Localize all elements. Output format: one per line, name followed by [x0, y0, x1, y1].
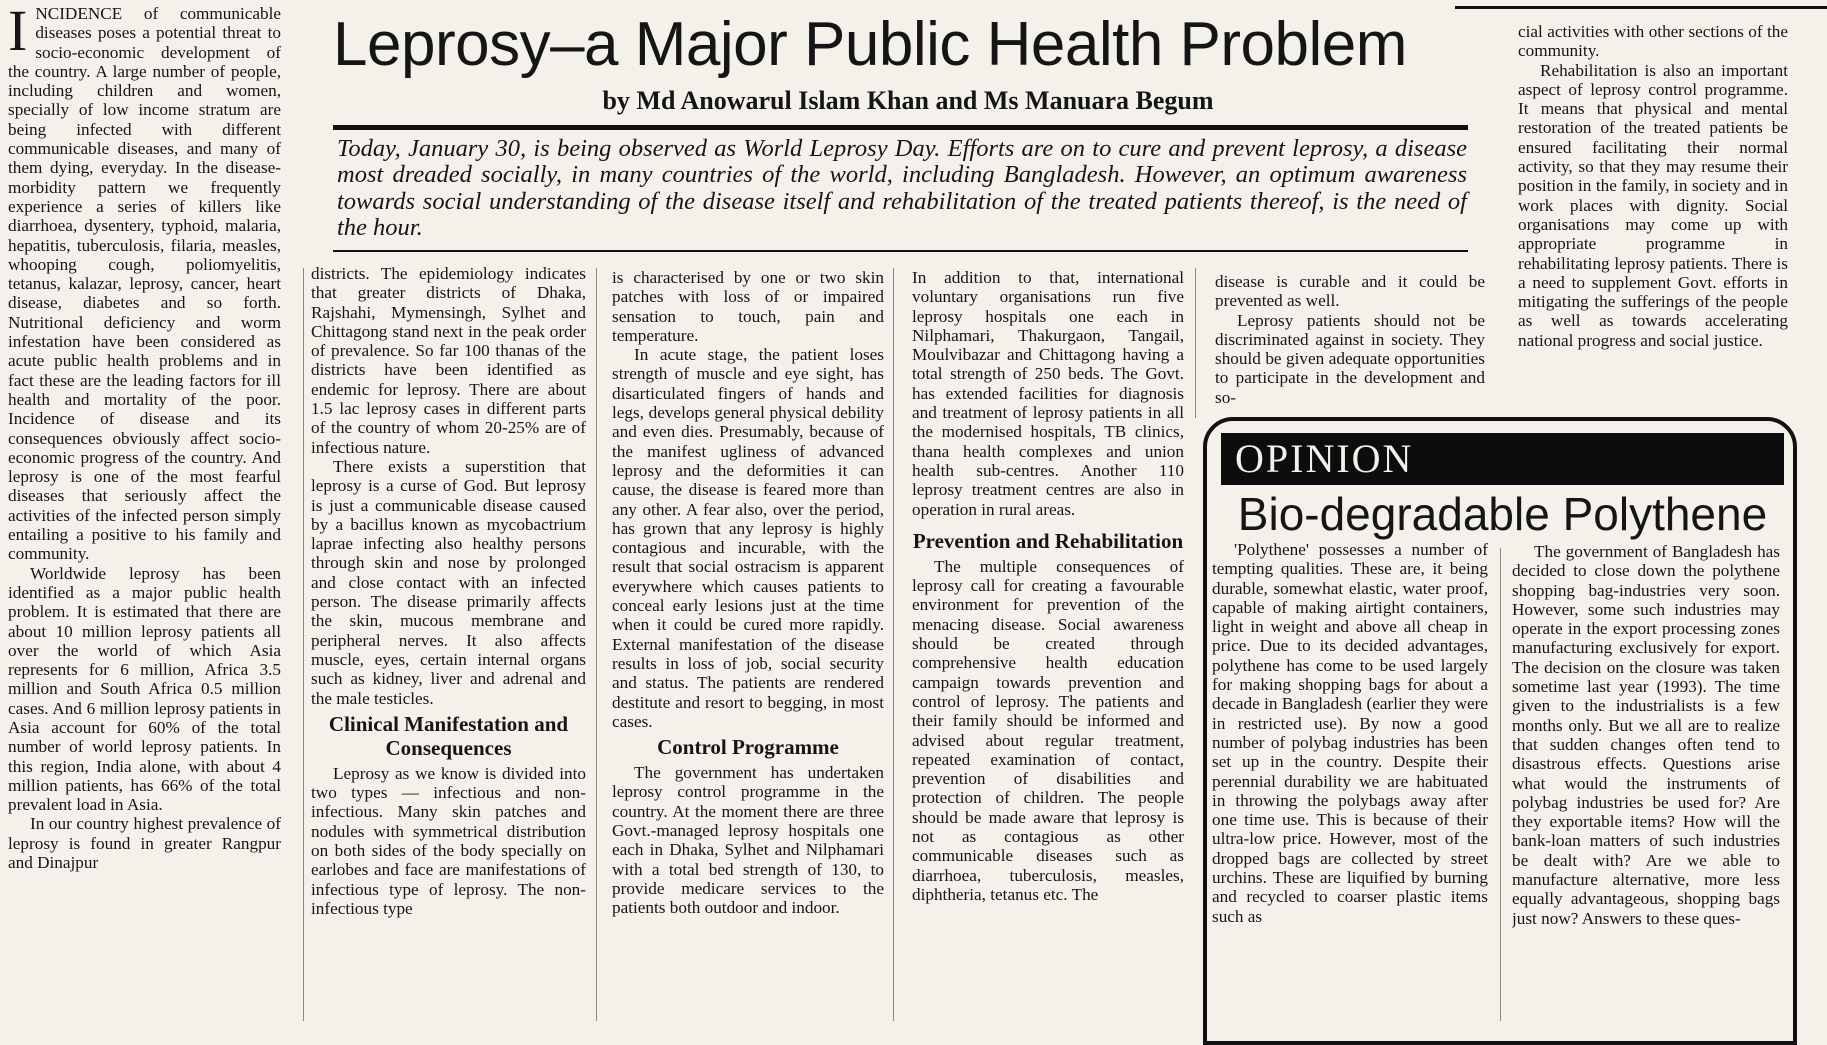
article-column-3: [612, 268, 884, 1021]
deck-rule: [333, 250, 1468, 252]
paragraph: Leprosy as we know is divided into two types — infectious and non-infectious. Many skin patches and nodules with symmetrical distribution on both sides of the body specially on earlobes and face are manifestations of infectious type of leprosy. The non-infectious type: [311, 763, 586, 918]
drop-cap: I: [8, 4, 28, 63]
article-headline: Leprosy–a Major Public Health Problem: [333, 10, 1407, 79]
column-divider: [1500, 548, 1501, 1021]
article-column-2: [311, 264, 586, 1021]
headline-rule: [333, 125, 1468, 130]
paragraph: is characterised by one or two skin patches with loss of or impaired sensation to touch, pain and temperature.: [612, 268, 884, 345]
column-divider: [1195, 268, 1196, 418]
subheading: Clinical Manifestation and Consequences: [328, 711, 569, 760]
paragraph: 'Polythene' possesses a number of tempting qualities. These are, it being durable, somewhat elastic, water proof, capable of making airtight containers, light in weight and above all cheap in price. Due to its decided advantages, polythene has come to be used largely for making shopping bags for about a decade in Bangladesh (earlier they were in restricted use). By now a good number of polybag industries has been set up in the country. Despite their perennial durability we are habituated in throwing the polybags away after one time use. This is because of their ultra-low price. However, most of the dropped bags are collected by street urchins. These are liquified by burning and recycled to coarser plastic items such as: [1212, 540, 1488, 926]
paragraph: NCIDENCE of communicable diseases poses a potential threat to socio-economic development of the country. A large number of people, including children and women, specially of low income stratum are being infected with different communicable diseases, and many of them dying, everyday. In the disease-morbidity pattern we frequently experience a series of killers like diarrhoea, dysentery, typhoid, malaria, hepatitis, tuberculosis, filaria, measles, whooping cough, poliomyelitis, tetanus, kalazar, leprosy, cancer, heart disease, diabetes and so forth. Nutritional deficiency and worm infestation have been considered as acute public health problems and in fact these are the leading factors for ill health and mortality of the poor. Incidence of disease and its consequences obviously affect socio-economic progress of the country. And leprosy is one of the most fearful diseases that seriously affect the activities of the infected person simply entailing a positive to his family and community.: [8, 4, 281, 564]
paragraph: In addition to that, international voluntary organisations run five leprosy hospitals one each in Nilphamari, Thakurgaon, Tangail, Moulvibazar and Chittagong having a total strength of 250 beds. The Govt. has extended facilities for diagnosis and treatment of leprosy patients in all the modernised hospitals, TB clinics, thana health complexes and union health sub-centres. Another 110 leprosy treatment centres are also in operation in rural areas.: [912, 268, 1184, 519]
article-column-1: [8, 4, 281, 1021]
opinion-banner: OPINION: [1221, 433, 1784, 485]
paragraph: cial activities with other sections of the community.: [1518, 22, 1788, 61]
article-deck: Today, January 30, is being observed as World Leprosy Day. Efforts are on to cure and prevent leprosy, a disease most dreaded socially, in many countries of the world, including Bangladesh. However, an optimum awareness towards social understanding of the disease itself and rehabilitation of the treated patients thereof, is the need of the hour.: [337, 135, 1467, 241]
column-divider: [596, 268, 597, 1021]
paragraph: districts. The epidemiology indicates that greater districts of Dhaka, Rajshahi, Mymensingh, Sylhet and Chittagong stand next in the peak order of prevalence. So far 100 thanas of the districts have been identified as endemic for leprosy. There are about 1.5 lac leprosy cases in different parts of the country of whom 20-25% are of infectious nature.: [311, 264, 586, 457]
column-divider: [893, 268, 894, 1021]
opinion-column-1: [1212, 540, 1488, 1021]
paragraph: The government of Bangladesh has decided to close down the polythene shopping bag-industries very soon. However, some such industries may operate in the export processing zones manufacturing exclusively for export. The decision on the closure was taken sometime last year (1993). The time given to the industrialists is a few months only. But we all are to realize that sudden changes often tend to disastrous effects. Questions arise what would the instruments of polybag industries be used for? Are they exportable items? How will the bank-loan matters of such industries be dealt with? Are we able to manufacture alternative, more less equally advantageous, shopping bags just now? Answers to these ques-: [1512, 542, 1780, 928]
paragraph: Leprosy patients should not be discriminated against in society. They should be given adequate opportunities to participate in the development and so-: [1215, 310, 1485, 407]
paragraph: The government has undertaken leprosy control programme in the country. At the moment there are three Govt.-managed leprosy hospitals one each in Dhaka, Sylhet and Nilphamari with a total bed strength of 130, to provide medicare services to the patients both outdoor and indoor.: [612, 763, 884, 918]
paragraph: Rehabilitation is also an important aspect of leprosy control programme. It means that physical and mental restoration of the treated patients be ensured facilitating their normal activity, so that they may resume their position in the family, in society and in work places with dignity. Social organisations may come up with appropriate programme in rehabilitating leprosy patients. There is a need to supplement Govt. efforts in mitigating the sufferings of the people as well as towards accelerating national progress and social justice.: [1518, 60, 1788, 350]
top-right-rule: [1455, 6, 1827, 9]
opinion-headline: Bio-degradable Polythene: [1237, 488, 1768, 540]
paragraph: In our country highest prevalence of leprosy is found in greater Rangpur and Dinajpur: [8, 814, 281, 873]
paragraph: Worldwide leprosy has been identified as a major public health problem. It is estimated that there are about 10 million leprosy patients all over the world of which Asia represents for 6 million, Africa 3.5 million and South Africa 0.5 million cases. And 6 million leprosy patients in Asia account for 60% of the total number of world leprosy patients. In this region, India alone, with about 4 million patients, has 66% of the total prevalent load in Asia.: [8, 563, 281, 815]
paragraph: In acute stage, the patient loses strength of muscle and eye sight, has disarticulated fingers of hands and legs, develops general physical debility and even dies. Presumably, because of the manifest ugliness of advanced leprosy and the deformities it can cause, the disease is feared more than any other. A fear also, over the period, has grown that any leprosy is highly contagious and incurable, with the result that social ostracism is apparent everywhere which causes patients to conceal early lesions just at the time when it could be cured more rapidly. External manifestation of the disease results in loss of job, social security and status. The patients are rendered destitute and resort to begging, in most cases.: [612, 345, 884, 731]
paragraph: The multiple consequences of leprosy call for creating a favourable environment for prevention of the menacing disease. Social awareness should be created through comprehensive health education campaign towards prevention and control of leprosy. The patients and their family should be informed and advised about regular treatment, repeated examination of contact, prevention of disabilities and protection of children. The people should be made aware that leprosy is not as contagious as other communicable diseases such as diarrhoea, tuberculosis, measles, diphtheria, tetanus etc. The: [912, 556, 1184, 904]
column-divider: [303, 268, 304, 1021]
article-column-4: [912, 268, 1184, 1021]
subheading: Control Programme: [657, 735, 839, 760]
article-byline: by Md Anowarul Islam Khan and Ms Manuara Begum: [602, 86, 1214, 115]
paragraph: There exists a superstition that leprosy is a curse of God. But leprosy is just a communicable disease caused by a bacillus known as mycobactrium laprae infecting also healthy persons through skin and nose by prolonged and close contact with an infected person. The disease primarily affects the skin, mucous membrane and peripheral nerves. It also affects muscle, eyes, certain internal organs such as kidney, liver and adrenal and the male testicles.: [311, 456, 586, 708]
article-column-5: [1215, 272, 1485, 412]
opinion-column-2: [1512, 542, 1780, 1021]
article-column-6: [1518, 22, 1788, 410]
paragraph: disease is curable and it could be prevented as well.: [1215, 272, 1485, 311]
subheading: Prevention and Rehabilitation: [912, 528, 1184, 553]
